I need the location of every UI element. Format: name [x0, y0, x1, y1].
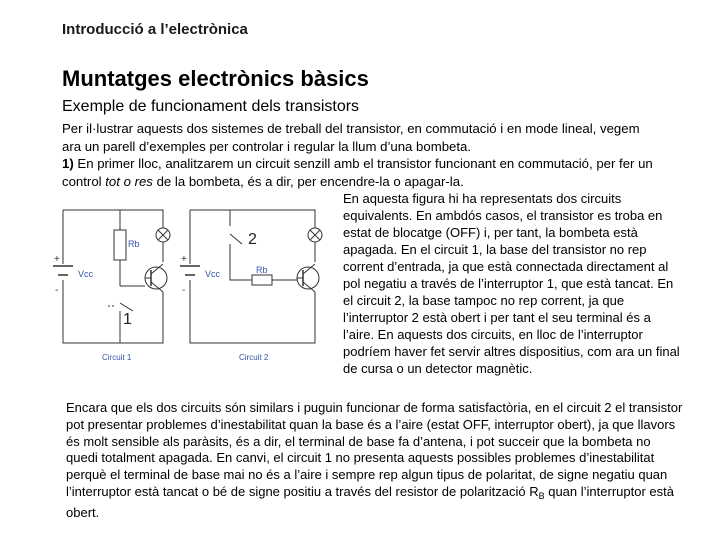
conclusion-text: Encara que els dos circuits són similars i puguin funcionar de forma satisfactòria, en el circuit 2 el transistor pot presentar problemes d’inestabilitat quan la base és a l’aire (estat OFF, interruptor obert), ja que llavors és molt sensible als paràsits, és a dir, el terminal de base fa d’antena, i pot succeir que la bombeta no quedi totalment apagada. En canvi, el circuit 1 no presenta aquests possibles problemes d’inestabilitat perquè el terminal de base mai no és a l’aire i sempre rep algun tipus de polaritat, de signe negatiu quan l’interruptor està tancat o bé de signe positiu a través del resistor de polarització R	[66, 400, 683, 499]
c1-switch-number: 1	[123, 311, 132, 328]
section-subtitle: Exemple de funcionament dels transistors	[62, 98, 360, 115]
c2-switch-number: 2	[248, 231, 257, 248]
intro-line: Per il·lustrar aquests dos sistemes de treball del transistor, en commutació i en mode lineal, vegem ara un parell d’exemples per controlar i regular la llum d’una bombeta.	[62, 121, 640, 154]
circuit-1-diagram	[53, 210, 170, 343]
step-text-b: de la bombeta, és a dir, per encendre-la o apagar-la.	[152, 173, 464, 189]
conclusion-end: quan l’interruptor està obert.	[66, 483, 674, 520]
step-paragraph	[62, 155, 662, 190]
c1-rb-label: Rb	[128, 239, 140, 249]
step-text-a: En primer lloc, analitzarem un circuit senzill amb el transistor funcionant en commutació, per fer un control	[62, 156, 653, 189]
c1-caption: Circuit 1	[102, 353, 132, 362]
figure-description: En aquesta figura hi ha representats dos circuits equivalents. En ambdós casos, el transistor es troba en estat de blocatge (OFF) i, per tant, la bombeta està apagada. En el circuit 1, la base del transistor no rep corrent d’entrada, ja que està connectada directament al pol negatiu a través de l’interruptor 1, que està tancat. En el circuit 2, la base tampoc no rep corrent, ja que l’interruptor 2 està obert i per tant el seu terminal és a l’aire. En aquests dos circuits, en lloc de l’interruptor podríem haver fet servir altres dispositius, com ara un final de cursa o un detector magnètic.	[343, 191, 680, 376]
resistor-subscript: B	[538, 490, 545, 501]
c1-minus: -	[55, 285, 59, 296]
c2-caption: Circuit 2	[239, 353, 269, 362]
circuit-2-diagram	[180, 210, 322, 343]
step-number: 1)	[62, 156, 74, 171]
page-title: Muntatges electrònics bàsics	[62, 66, 369, 91]
c1-plus: +	[54, 254, 60, 265]
circuit-figure	[50, 196, 340, 368]
c2-rb-label: Rb	[256, 265, 268, 275]
step-text-italic: tot o res	[105, 173, 153, 189]
conclusion-paragraph	[66, 400, 684, 522]
c2-vcc-label: Vcc	[205, 269, 221, 279]
c2-plus: +	[181, 254, 187, 265]
c1-vcc-label: Vcc	[78, 269, 94, 279]
intro-paragraph	[62, 120, 662, 190]
slide-header: Introducció a l’electrònica	[62, 21, 248, 38]
c2-minus: -	[182, 285, 186, 296]
